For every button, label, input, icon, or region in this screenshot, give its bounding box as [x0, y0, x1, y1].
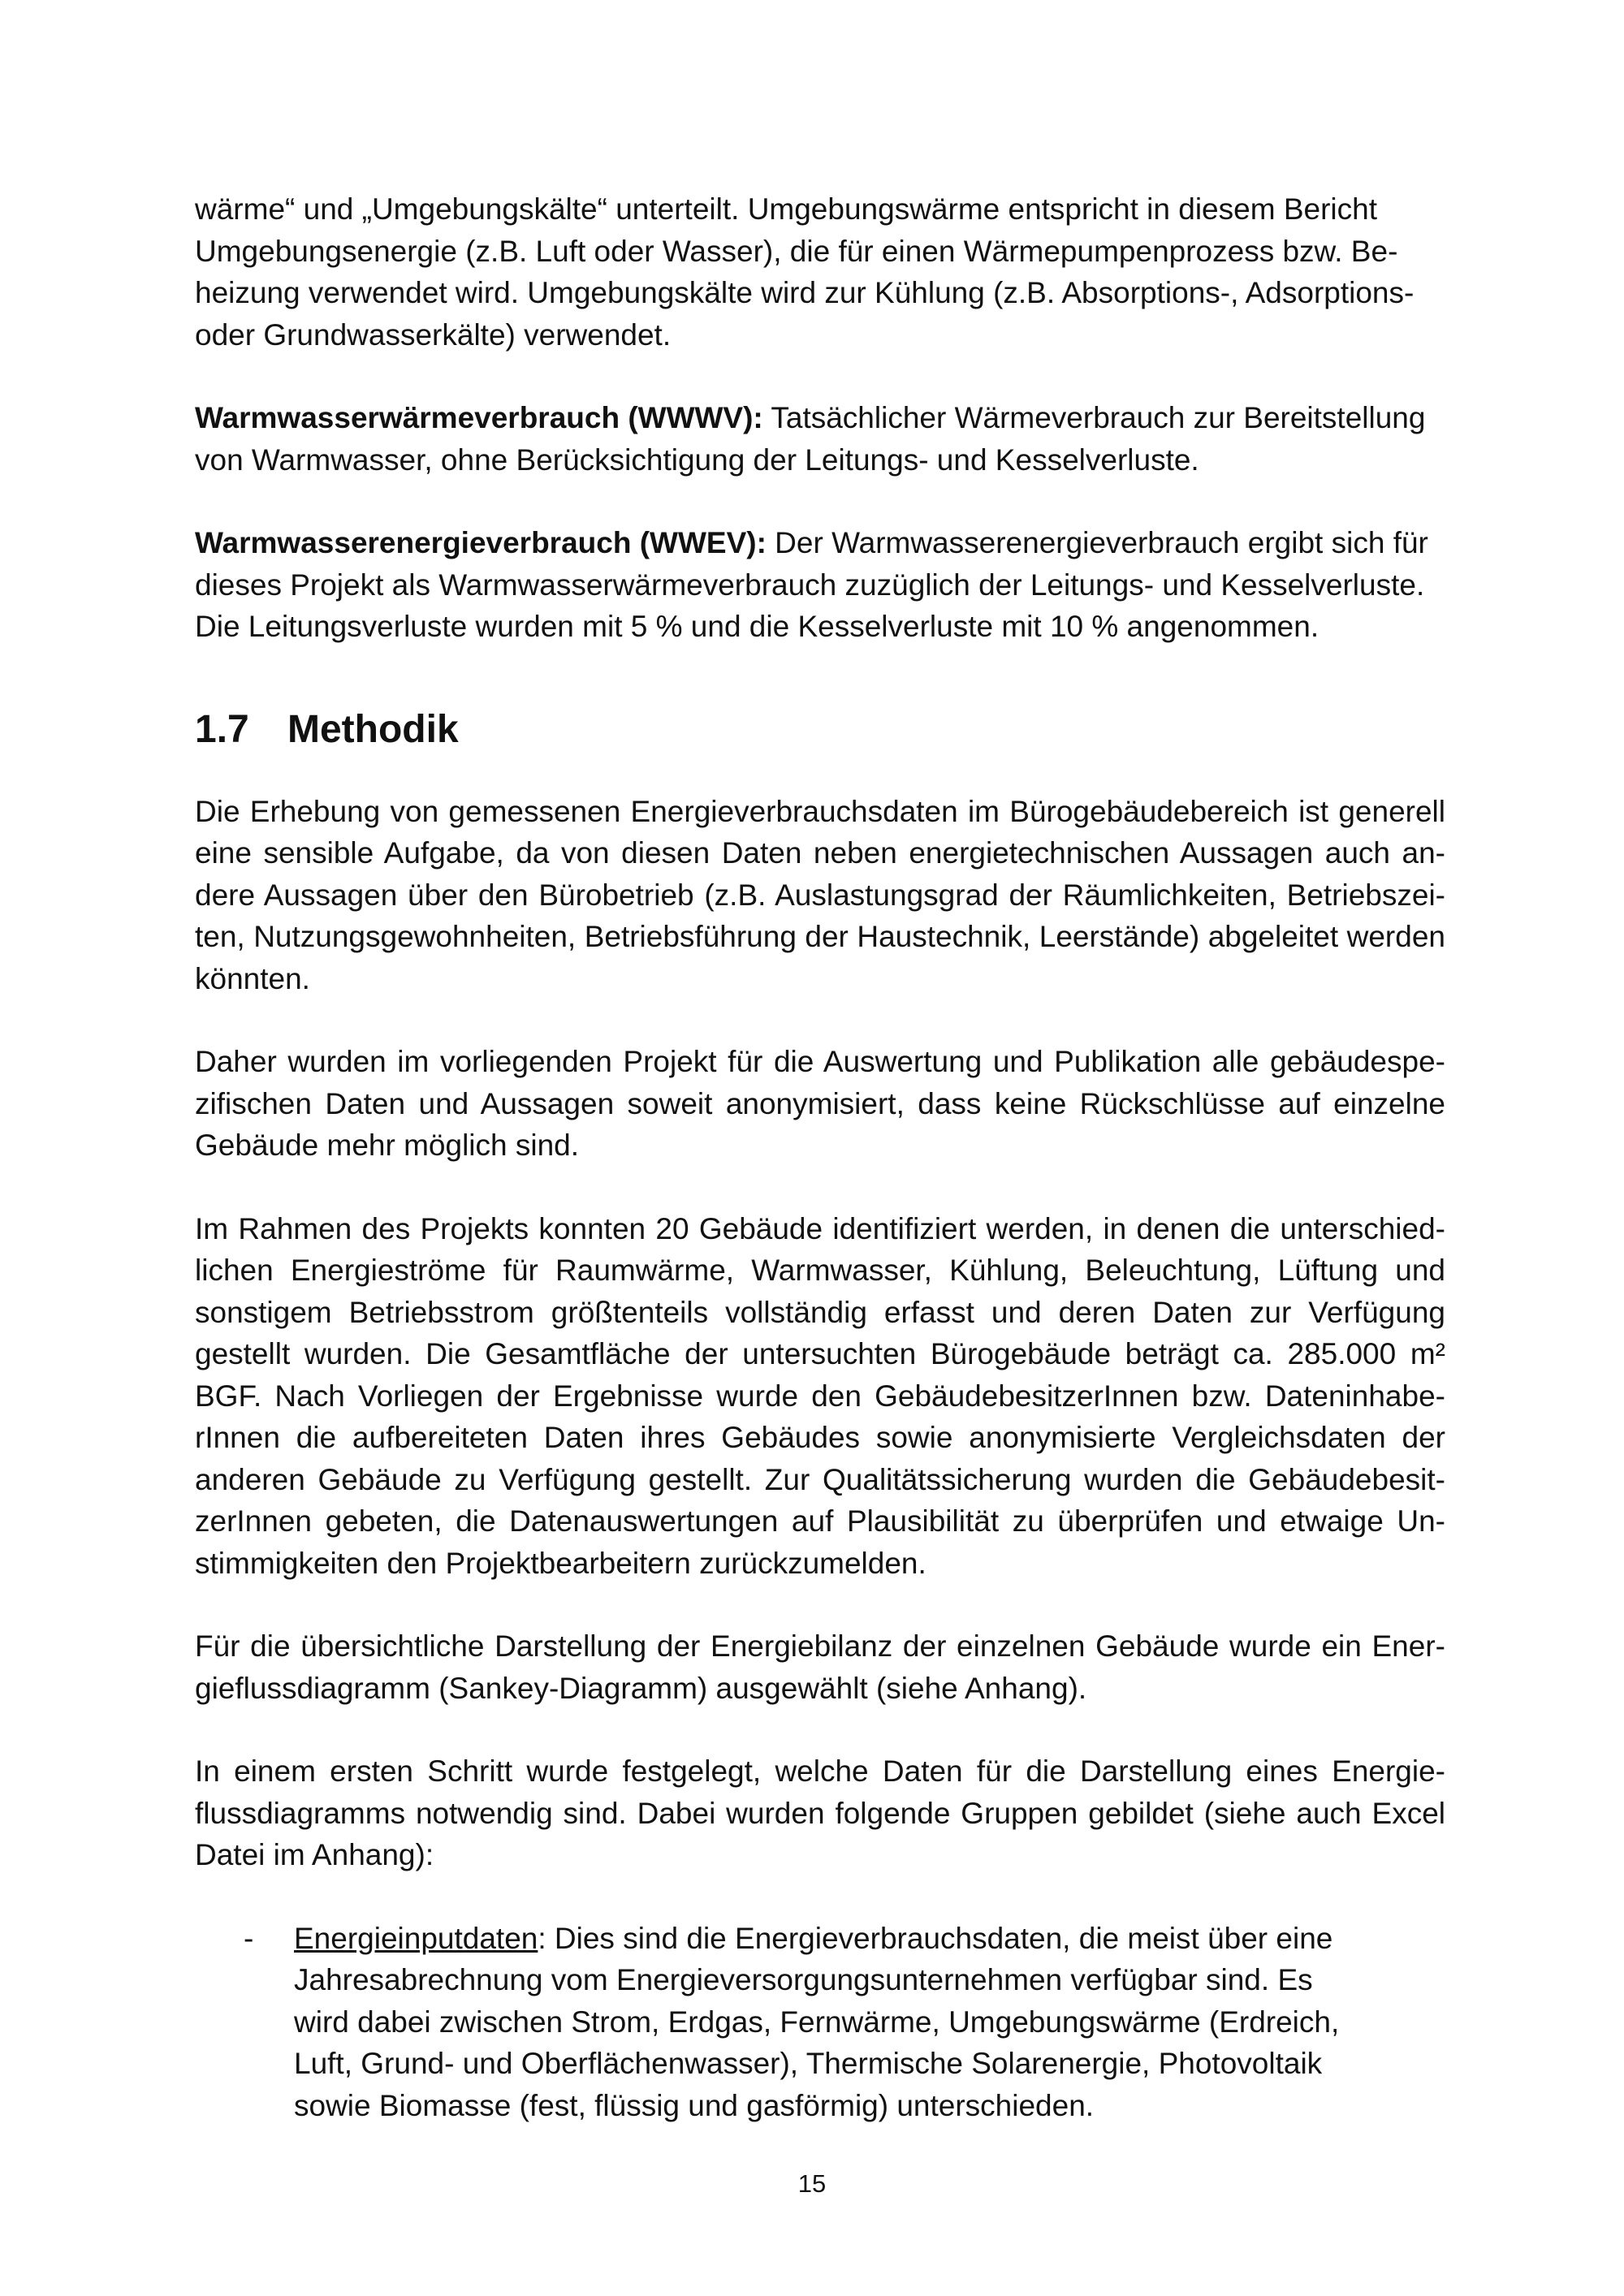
body-paragraph: Daher wurden im vorliegenden Projekt für die Auswertung und Publikation alle gebäudespezifischen Daten und Aussagen soweit anonymisiert, dass keine Rückschlüsse auf einzelne Gebäude mehr möglich sind.	[195, 1045, 1445, 1162]
section-title: Methodik	[287, 707, 459, 751]
bullet-list	[195, 1918, 1445, 2127]
definition-wwwv	[195, 397, 1445, 481]
list-item	[294, 1918, 1364, 2127]
list-dash: -	[244, 1921, 254, 1955]
list-item-text: : Dies sind die Energieverbrauchsdaten, die meist über eine Jahresabrechnung vom Energieversorgungsunternehmen verfügbar sind. Es wird dabei zwischen Strom, Erdgas, Fernwärme, Umgebungswärme (Erdreich, Luft, Grund- und Oberflächenwasser), Thermische Solarenergie, Photovoltaik sowie Biomasse (fest, flüssig und gasförmig) unterschieden.	[294, 1921, 1340, 2122]
body-paragraph: Im Rahmen des Projekts konnten 20 Gebäude identifiziert werden, in denen die unterschiedlichen Energieströme für Raumwärme, Warmwasser, Kühlung, Beleuchtung, Lüftung und sonstigem Betriebsstrom größtenteils vollständig erfasst und deren Daten zur Verfügung gestellt wurden. Die Gesamtfläche der untersuchten Bürogebäude beträgt ca. 285.000 m² BGF. Nach Vorliegen der Ergebnisse wurde den GebäudebesitzerInnen bzw. DateninhaberInnen die aufbereiteten Daten ihres Gebäudes sowie anonymisierte Vergleichsdaten der anderen Gebäude zu Verfügung gestellt. Zur Qualitätssicherung wurden die GebäudebesitzerInnen gebeten, die Datenauswertungen auf Plausibilität zu überprüfen und etwaige Unstimmigkeiten den Projektbearbeitern zurückzumelden.	[195, 1211, 1445, 1580]
document-page	[195, 188, 1445, 2126]
section-number: 1.7	[195, 707, 249, 751]
definition-text: Tatsächlicher Wärmeverbrauch zur Bereitstellung von Warmwasser, ohne Berücksichtigung der Leitungs- und Kesselverluste.	[195, 401, 1426, 477]
intro-paragraph: wärme“ und „Umgebungskälte“ unterteilt. Umgebungswärme entspricht in diesem Bericht Umgebungsenergie (z.B. Luft oder Wasser), die für einen Wärmepumpenprozess bzw. Beheizung verwendet wird. Umgebungskälte wird zur Kühlung (z.B. Absorptions-, Adsorptionsoder Grundwasserkälte) verwendet.	[195, 192, 1415, 352]
section-heading	[195, 706, 1445, 754]
list-item-term: Energieinputdaten	[294, 1921, 538, 1955]
body-paragraph: Für die übersichtliche Darstellung der Energiebilanz der einzelnen Gebäude wurde ein Energieflussdiagramm (Sankey-Diagramm) ausgewählt (siehe Anhang).	[195, 1629, 1445, 1705]
definition-term: Warmwasserwärmeverbrauch (WWWV):	[195, 401, 763, 434]
body-paragraph: In einem ersten Schritt wurde festgelegt, welche Daten für die Darstellung eines Energieflussdiagramms notwendig sind. Dabei wurden folgende Gruppen gebildet (siehe auch Excel Datei im Anhang):	[195, 1754, 1445, 1871]
definition-wwev	[195, 522, 1445, 648]
definition-text: Der Warmwasserenergieverbrauch ergibt sich für dieses Projekt als Warmwasserwärmeverbrauch zuzüglich der Leitungs- und Kesselverluste. Die Leitungsverluste wurden mit 5 % und die Kesselverluste mit 10 % angenommen.	[195, 526, 1428, 643]
page-number: 15	[797, 2169, 827, 2198]
definition-term: Warmwasserenergieverbrauch (WWEV):	[195, 526, 767, 559]
body-paragraph: Die Erhebung von gemessenen Energieverbrauchsdaten im Bürogebäudebereich ist generell eine sensible Aufgabe, da von diesen Daten neben energietechnischen Aussagen auch andere Aussagen über den Bürobetrieb (z.B. Auslastungsgrad der Räumlichkeiten, Betriebszeiten, Nutzungsgewohnheiten, Betriebsführung der Haustechnik, Leerstände) abgeleitet werden könnten.	[195, 794, 1445, 995]
